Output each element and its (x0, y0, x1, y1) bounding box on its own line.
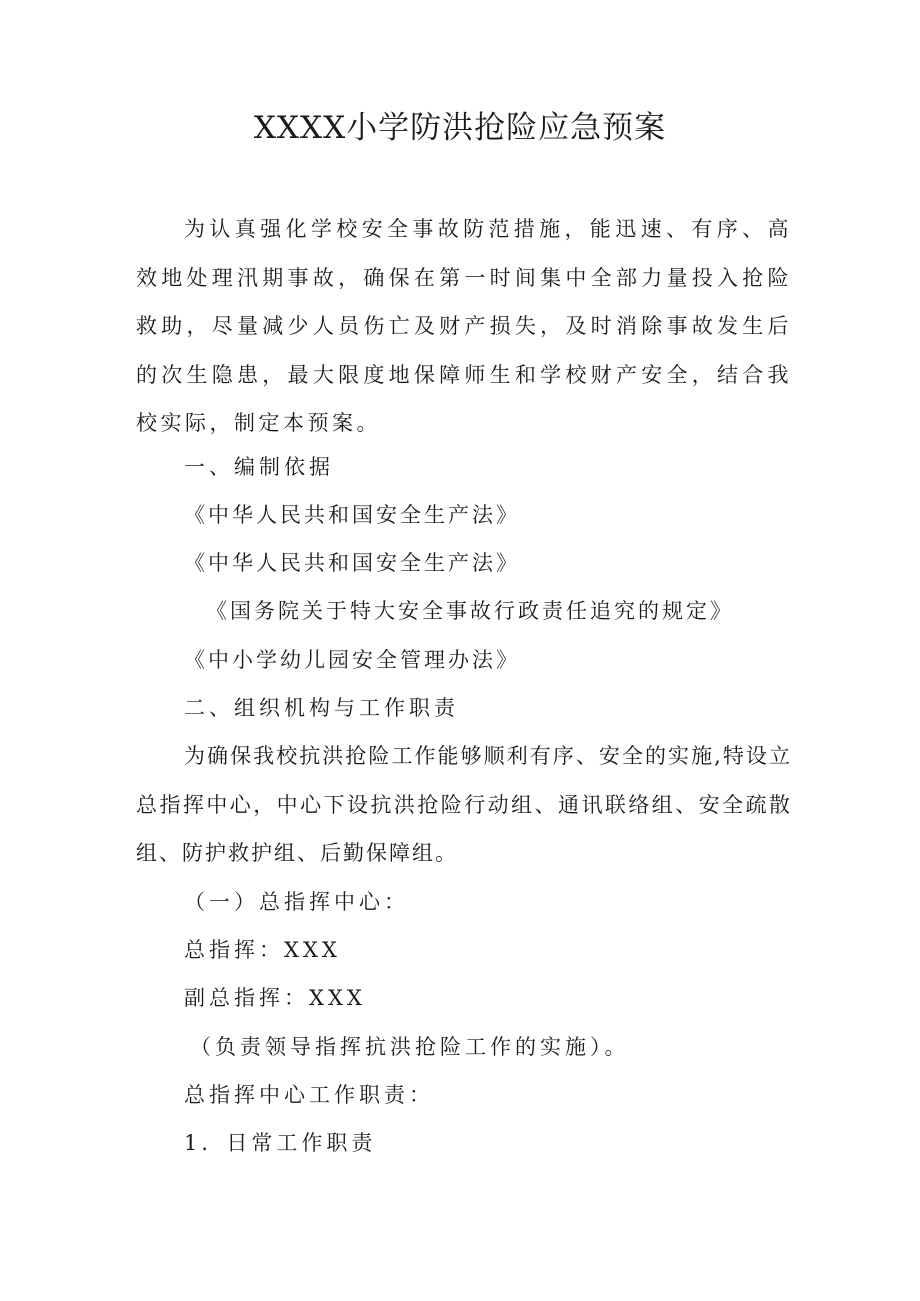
law-item-3: 《国务院关于特大安全事故行政责任追究的规定》 (206, 599, 734, 623)
section-1-heading: 一、编制依据 (184, 455, 334, 479)
duties-heading: 总指挥中心工作职责： (184, 1083, 434, 1107)
vice-commander-line: 副总指挥：XXX (184, 986, 366, 1010)
intro-paragraph: 为认真强化学校安全事故防范措施，能迅速、有序、高效地处理汛期事故，确保在第一时间集中全部力量投入抢险救助，尽量减少人员伤亡及财产损失，及时消除事故发生后的次生隐患，最大限度地保障师生和学校财产安全，结合我校实际，制定本预案。 (136, 217, 792, 435)
document-title: XXXX小学防洪抢险应急预案 (253, 110, 667, 146)
section-2-heading: 二、组织机构与工作职责 (184, 696, 459, 720)
law-item-1: 《中华人民共和国安全生产法》 (184, 503, 520, 527)
section-2-paragraph: 为确保我校抗洪抢险工作能够顺利有序、安全的实施,特设立总指挥中心，中心下设抗洪抢险行动组、通讯联络组、安全疏散组、防护救护组、后勤保障组。 (136, 744, 792, 865)
responsibility-note: （负责领导指挥抗洪抢险工作的实施）。 (190, 1035, 630, 1059)
law-item-4: 《中小学幼儿园安全管理办法》 (184, 648, 520, 672)
duty-item-1: 1．日常工作职责 (184, 1131, 377, 1155)
law-item-2: 《中华人民共和国安全生产法》 (184, 551, 520, 575)
subsection-1-heading: （一）总指挥中心： (184, 890, 409, 914)
commander-line: 总指挥：XXX (184, 938, 341, 962)
